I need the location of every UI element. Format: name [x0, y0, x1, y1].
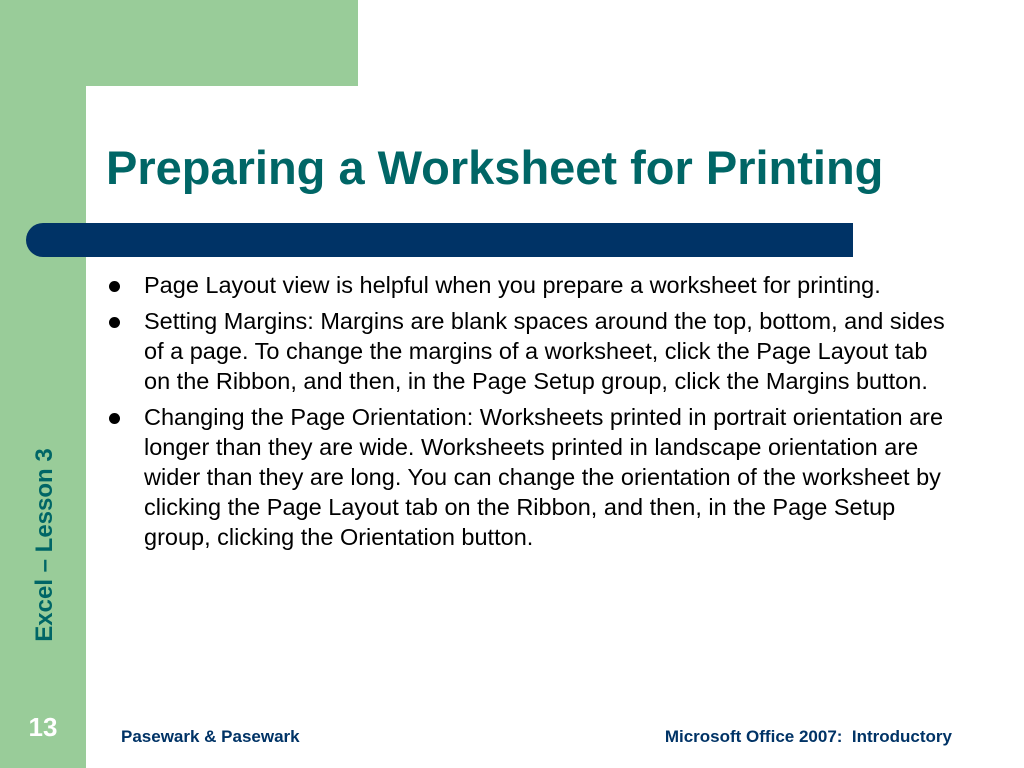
bullet-dot-icon — [109, 413, 120, 424]
lesson-side-label: Excel – Lesson 3 — [31, 448, 58, 642]
bullet-text: Setting Margins: Margins are blank spaces around the top, bottom, and sides of a page. To change the margins of a worksheet, click the Page Layout tab on the Ribbon, and then, in the Page Setup group, click the Margins button. — [144, 308, 945, 394]
bullet-item — [106, 306, 946, 396]
bullet-dot-icon — [109, 317, 120, 328]
bullet-text: Page Layout view is helpful when you prepare a worksheet for printing. — [144, 272, 881, 298]
slide-title: Preparing a Worksheet for Printing — [106, 141, 884, 194]
footer-author: Pasewark & Pasewark — [121, 727, 300, 746]
bullet-dot-icon — [109, 281, 120, 292]
top-green-band — [0, 0, 358, 86]
title-divider-bar — [26, 223, 853, 257]
footer-course-title: Microsoft Office 2007: Introductory — [664, 727, 952, 746]
bullet-list — [106, 270, 946, 558]
bullet-item — [106, 270, 946, 300]
bullet-text: Changing the Page Orientation: Worksheets printed in portrait orientation are longer than they are wide. Worksheets printed in landscape orientation are wider than they are long. You can change the orientation of the worksheet by clicking the Page Layout tab on the Ribbon, and then, in the Page Setup group, clicking the Orientation button. — [144, 404, 944, 550]
bullet-item — [106, 402, 946, 552]
left-green-band — [0, 0, 86, 768]
slide-number: 13 — [28, 712, 58, 742]
